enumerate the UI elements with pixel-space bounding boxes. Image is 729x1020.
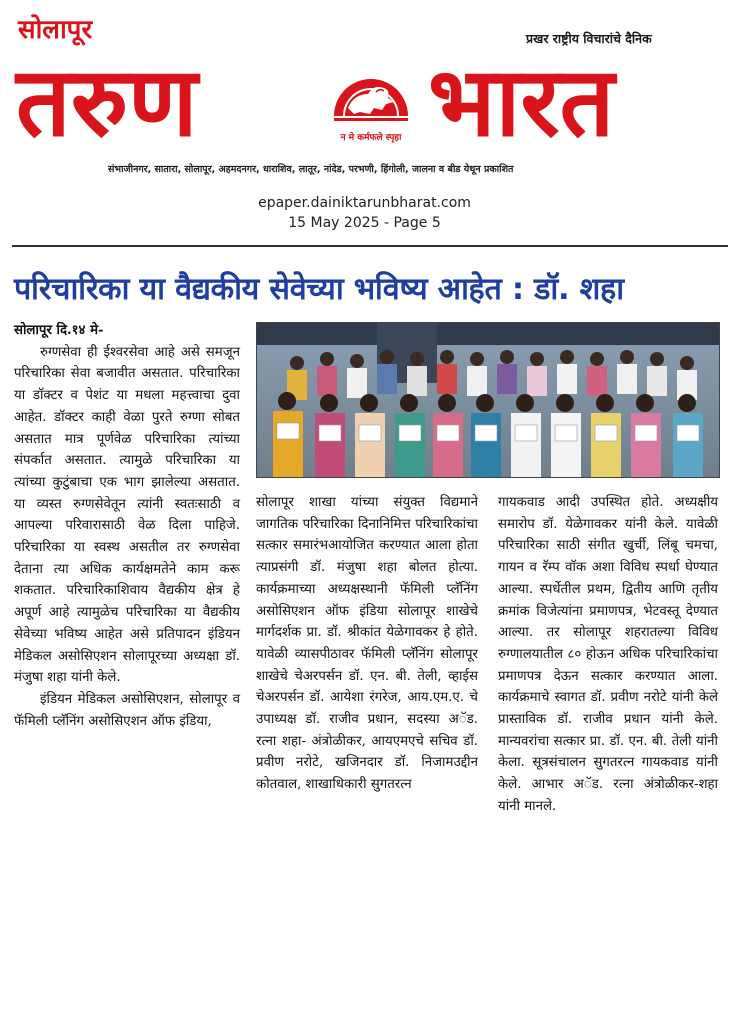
masthead [0,0,729,185]
editions-line: संभाजीनगर, सातारा, सोलापूर, अहमदनगर, धाराशिव, लातूर, नांदेड, परभणी, हिंगोली, जालना व बीड येथून प्रकाशित [108,164,514,175]
article-column-3 [498,492,718,818]
divider [12,245,728,247]
group-photo-image [257,323,719,477]
article-headline: परिचारिका या वैद्यकीय सेवेच्या भविष्य आहेत : डॉ. शहा [14,272,624,307]
article-column-2 [256,492,478,796]
source-info [0,193,729,233]
source-date-page: 15 May 2025 - Page 5 [288,215,441,231]
brand-name-right: भारत [428,46,615,158]
brand-name-left: तरुण [16,46,198,158]
article-paragraph: सोलापूर शाखा यांच्या संयुक्त विद्यमाने जागतिक परिचारिका दिनानिमित्त परिचारिकांचा सत्कार समारंभआयोजित करण्यात आला होता त्याप्रसंगी डॉ. मंजुषा शहा बोलत होत्या. कार्यक्रमाच्या अध्यक्षस्थानी फॅमिली प्लॅनिंग असोसिएशन ऑफ इंडिया सोलापूर शाखेचे मार्गदर्शक प्रा. डॉ. श्रीकांत येळेगावकर हे होते. यावेळी व्यासपीठावर फॅमिली प्लॅनिंग सोलापूर शाखेचे चेअरपर्सन डॉ. एन. बी. तेली, व्हाईस चेअरपर्सन डॉ. आयेशा रंगरेज, आय.एम.ए. चे उपाध्यक्ष डॉ. राजीव प्रधान, सदस्या अॅड. रत्ना शहा- अंत्रोळीकर, आयएमएचे सचिव डॉ. प्रवीण नरोटे, खजिनदार डॉ. निजामउद्दीन कोतवाल, शाखाधिकारी सुगतरत्न [256,495,478,793]
article-dateline: सोलापूर दि.१४ मे- [14,323,104,338]
edition-city: सोलापूर [18,15,93,45]
article-paragraph: रुग्णसेवा ही ईश्वरसेवा आहे असे समजून परिचारिका सेवा बजावीत असतात. परिचारिका या डॉक्टर व पेशंट या मधला महत्त्वाचा दुवा आहेत. डॉक्टर काही वेळा पुरते रुग्णा सोबत असतात मात्र पूर्णवेळ परिचारिका त्यांच्या संपर्कात असतात. त्यामुळे परिचारिका या त्यांच्या कुटुंबाचा एक भाग झालेल्या असतात. या व्यस्त रुग्णसेवेतून त्यांनी स्वतःसाठी व आपल्या परिवारासाठी वेळ दिला पाहिजे. परिचारिका या स्वस्थ असतील तर रुग्णसेवा देताना त्या अधिक कार्यक्षमतेने काम करू शकतात. परिचारिकाशिवाय वैद्यकीय क्षेत्र हे अपूर्ण आहे त्यामुळेच परिचारिका या वैद्यकीय सेवेच्या भविष्य आहेत असे प्रतिपादन इंडियन मेडिकल असोसिएशन सोलापूरच्या अध्यक्षा डॉ. मंजुषा शहा यांनी केले. [14,344,240,686]
source-site: epaper.dainiktarunbharat.com [258,195,471,211]
emblem-caption: न मे कर्मफले स्पृहा [340,133,402,143]
article-paragraph: गायकवाड आदी उपस्थित होते. अध्यक्षीय समारोप डॉ. येळेगावकर यांनी केले. यावेळी परिचारिका साठी संगीत खुर्ची, लिंबू चमचा, गायन व रॅम्प वॉक अशा विविध स्पर्धा घेण्यात आल्या. स्पर्धेतील प्रथम, द्वितीय आणि तृतीय क्रमांक विजेत्यांना प्रमाणपत्र, भेटवस्तू देण्यात आल्या. तर सोलापूर शहरातल्या विविध रुग्णालयातील ८० होऊन अधिक परिचारिकांचा प्रमाणपत्र देऊन सत्कार करण्यात आला. कार्यक्रमाचे स्वागत डॉ. प्रवीण नरोटे यांनी केले प्रास्ताविक डॉ. राजीव प्रधान यांनी केले. मान्यवरांचा सत्कार प्रा. डॉ. एन. बी. तेली यांनी केला. सूत्रसंचालन सुगतरत्न गायकवाड यांनी केले. आभार अॅड. रत्ना अंत्रोळीकर-शहा यांनी मानले. [498,495,718,814]
masthead-tagline: प्रखर राष्ट्रीय विचारांचे दैनिक [526,31,652,46]
article-column-1 [14,320,240,732]
article-paragraph: इंडियन मेडिकल असोसिएशन, सोलापूर व फॅमिली प्लॅनिंग असोसिएशन ऑफ इंडिया, [14,691,240,729]
article-photo [256,322,720,478]
